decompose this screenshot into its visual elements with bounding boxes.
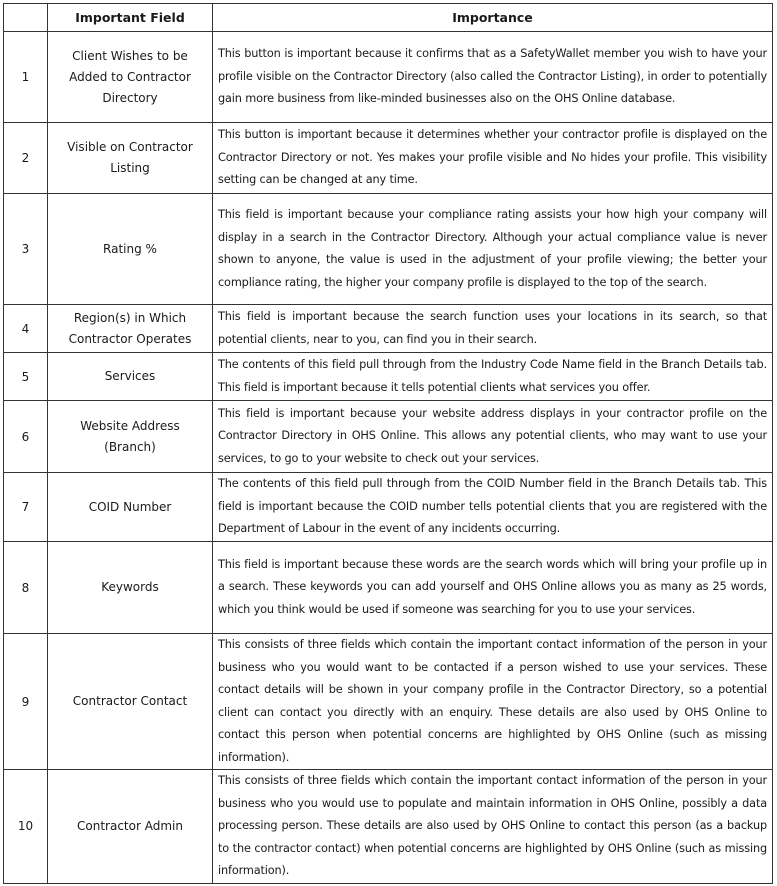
row-number: 4: [4, 305, 48, 353]
row-field: Client Wishes to be Added to Contractor Directory: [48, 32, 213, 123]
row-importance: This button is important because it determines whether your contractor profile is displayed on the Contractor Directory or not. Yes makes your profile visible and No hides your profile. This visibility setting can be changed at any time.: [213, 123, 773, 194]
table-row: [4, 542, 773, 634]
row-field: Contractor Contact: [48, 634, 213, 770]
table-row: [4, 770, 773, 884]
row-field: Keywords: [48, 542, 213, 634]
table-row: [4, 634, 773, 770]
row-field: Contractor Admin: [48, 770, 213, 884]
table-row: [4, 353, 773, 401]
row-importance: This field is important because the search function uses your locations in its search, so that potential clients, near to you, can find you in their search.: [213, 305, 773, 353]
row-importance: This field is important because your website address displays in your contractor profile on the Contractor Directory in OHS Online. This allows any potential clients, who may want to use your services, to go to your website to check out your services.: [213, 401, 773, 473]
header-importance: Importance: [213, 4, 773, 32]
row-field: Visible on Contractor Listing: [48, 123, 213, 194]
row-number: 1: [4, 32, 48, 123]
row-number: 8: [4, 542, 48, 634]
row-importance: This button is important because it confirms that as a SafetyWallet member you wish to have your profile visible on the Contractor Directory (also called the Contractor Listing), in order to potentially gain more business from like-minded businesses also on the OHS Online database.: [213, 32, 773, 123]
row-field: Region(s) in Which Contractor Operates: [48, 305, 213, 353]
table-row: [4, 401, 773, 473]
row-importance: This consists of three fields which contain the important contact information of the person in your business who you would use to populate and maintain information in OHS Online, possibly a data processing person. These details are also used by OHS Online to contact this person (as a backup to the contractor contact) when potential concerns are highlighted by OHS Online (such as missing information).: [213, 770, 773, 884]
row-number: 3: [4, 194, 48, 305]
row-number: 10: [4, 770, 48, 884]
row-importance: This field is important because your compliance rating assists your how high your company will display in a search in the Contractor Directory. Although your actual compliance value is never shown to anyone, the value is used in the adjustment of your profile viewing; the better your compliance rating, the higher your company profile is displayed to the top of the search.: [213, 194, 773, 305]
row-importance: This consists of three fields which contain the important contact information of the person in your business who you would want to be contacted if a person wished to use your services. These contact details will be shown in your company profile in the Contractor Directory, so a potential client can contact you directly with an enquiry. These details are also used by OHS Online to contact this person when potential concerns are highlighted by OHS Online (such as missing information).: [213, 634, 773, 770]
row-importance: The contents of this field pull through from the COID Number field in the Branch Details tab. This field is important because the COID number tells potential clients that you are registered with the Department of Labour in the event of any incidents occurring.: [213, 473, 773, 542]
header-number: [4, 4, 48, 32]
row-importance: The contents of this field pull through from the Industry Code Name field in the Branch Details tab. This field is important because it tells potential clients what services you offer.: [213, 353, 773, 401]
table-row: [4, 305, 773, 353]
row-field: COID Number: [48, 473, 213, 542]
table-row: [4, 194, 773, 305]
table-header-row: [4, 4, 773, 32]
important-fields-table: [3, 3, 773, 884]
table-row: [4, 32, 773, 123]
table-row: [4, 123, 773, 194]
row-number: 2: [4, 123, 48, 194]
row-field: Services: [48, 353, 213, 401]
row-number: 7: [4, 473, 48, 542]
document-page: [3, 3, 773, 884]
row-number: 5: [4, 353, 48, 401]
row-number: 9: [4, 634, 48, 770]
table-row: [4, 473, 773, 542]
header-important-field: Important Field: [48, 4, 213, 32]
row-number: 6: [4, 401, 48, 473]
row-field: Rating %: [48, 194, 213, 305]
row-importance: This field is important because these words are the search words which will bring your profile up in a search. These keywords you can add yourself and OHS Online allows you as many as 25 words, which you think would be used if someone was searching for you to use your services.: [213, 542, 773, 634]
row-field: Website Address (Branch): [48, 401, 213, 473]
